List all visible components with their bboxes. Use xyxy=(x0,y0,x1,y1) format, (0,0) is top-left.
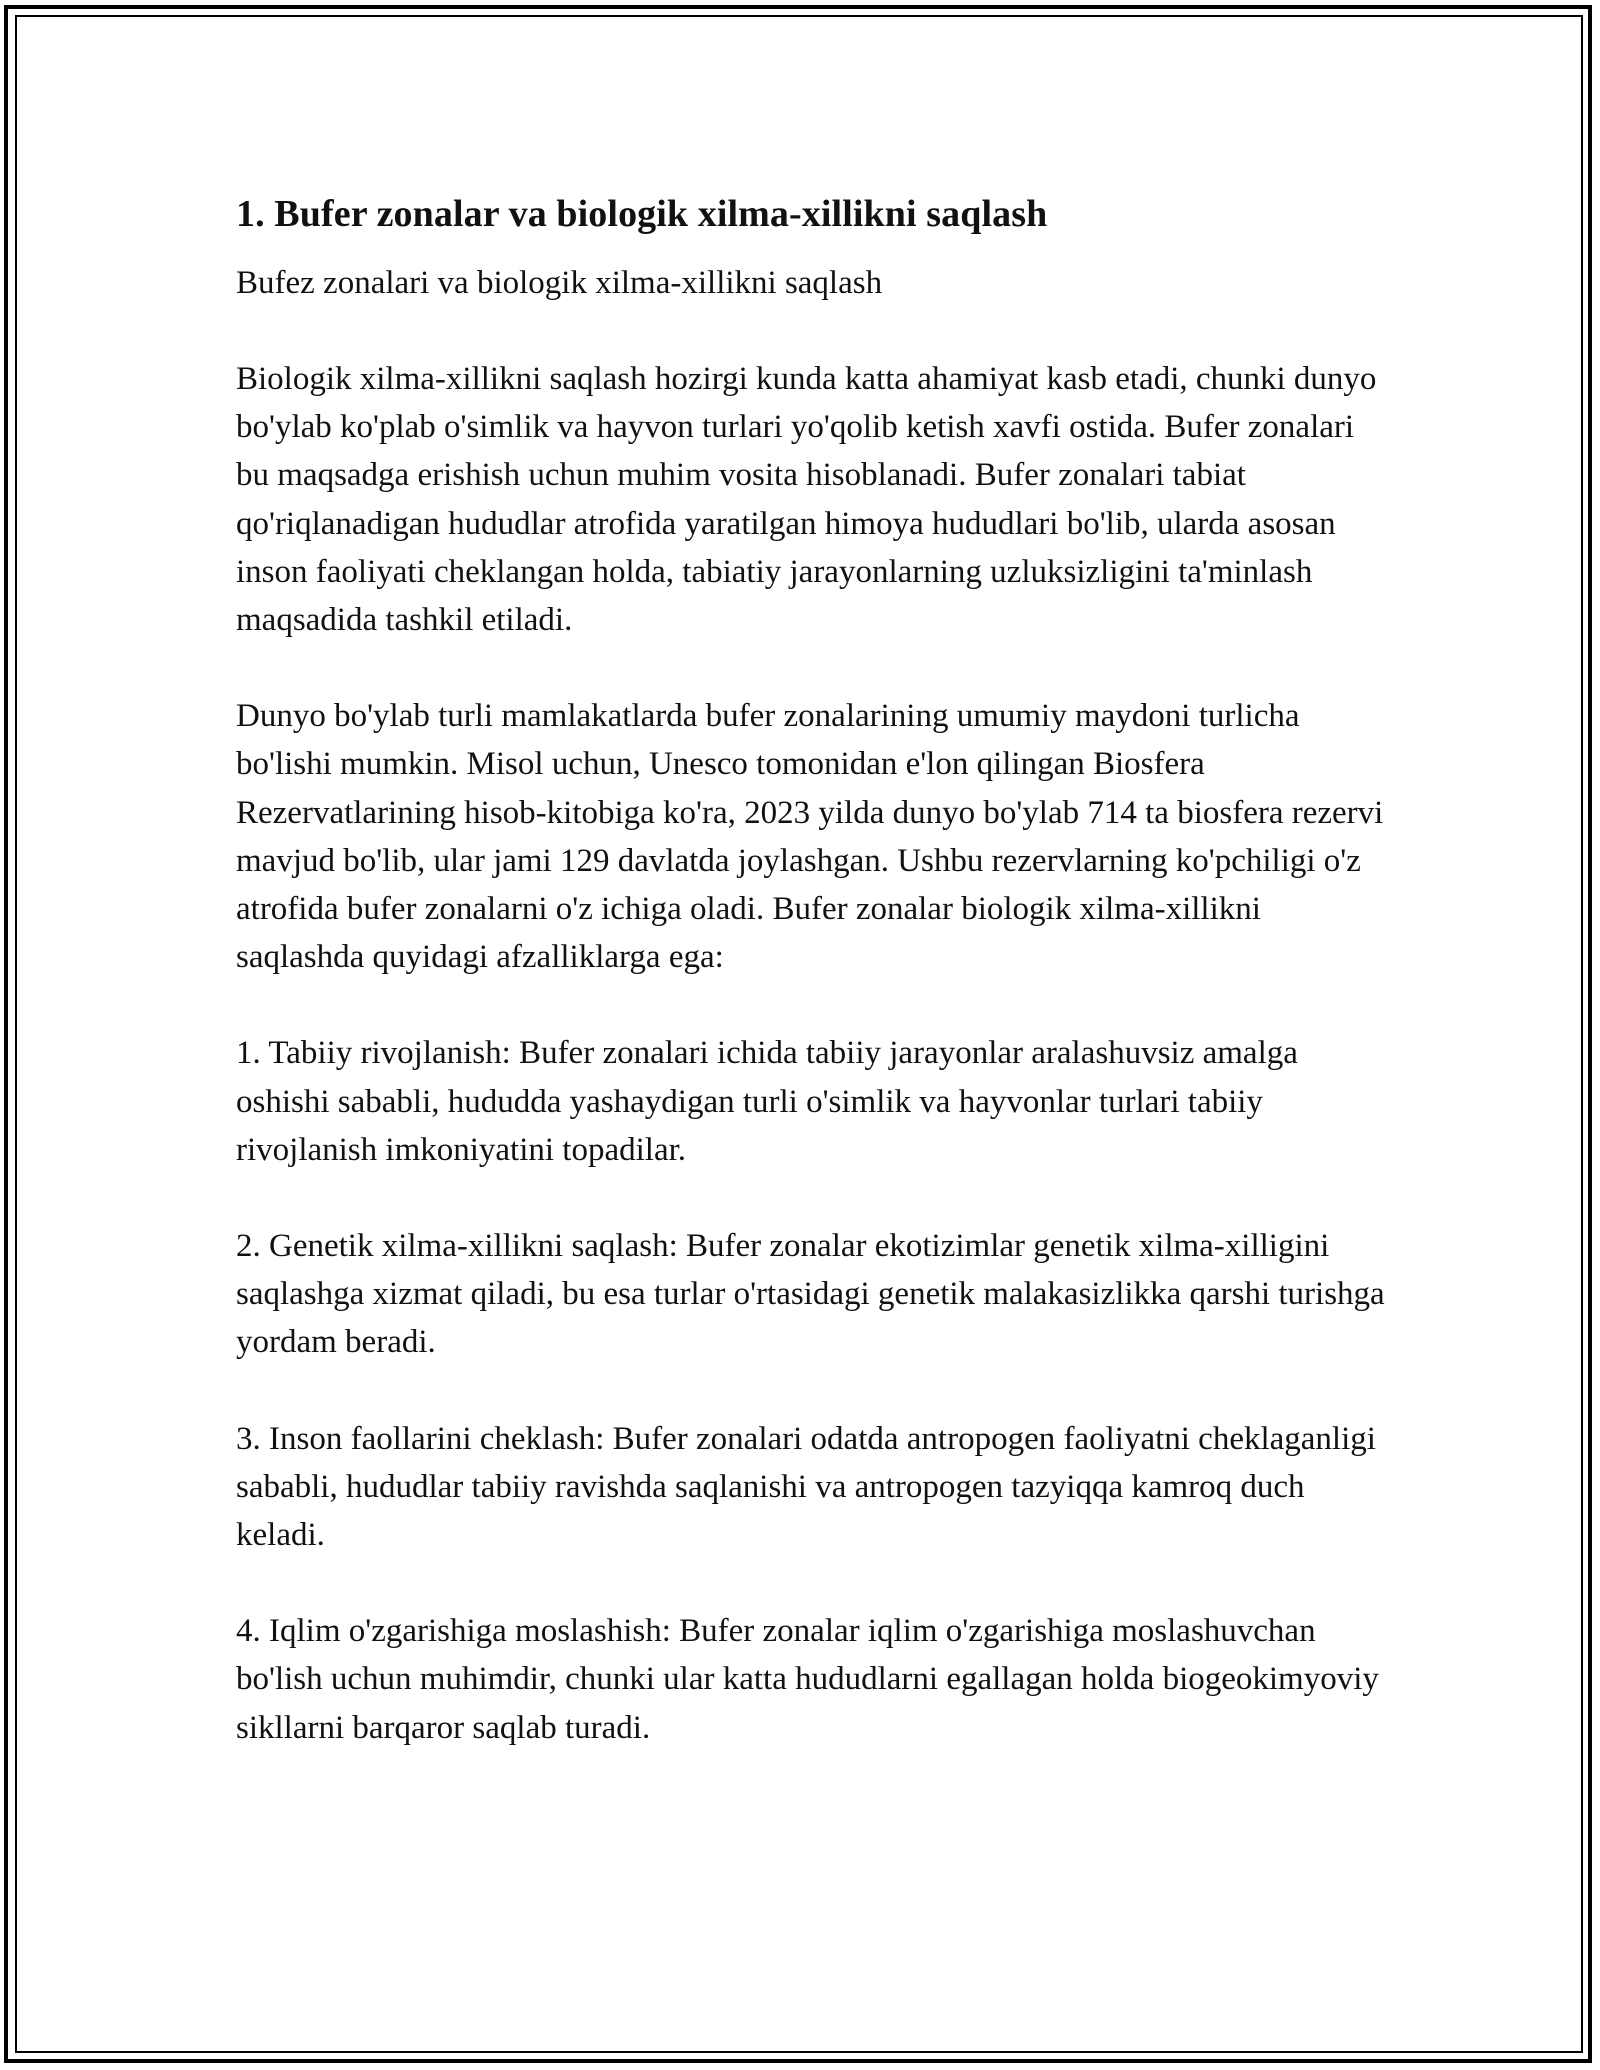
list-item-human-activity-limits: 3. Inson faollarini cheklash: Bufer zonalari odatda antropogen faoliyatni cheklaganligi sababli, hududlar tabiiy ravishda saqlanishi va antropogen tazyiqqa kamroq duch keladi. xyxy=(236,1420,1376,1554)
document-subtitle: Bufez zonalari va biologik xilma-xillikni saqlash xyxy=(236,265,883,301)
list-item-genetic-diversity: 2. Genetik xilma-xillikni saqlash: Bufer zonalar ekotizimlar genetik xilma-xilligini saqlashga xizmat qiladi, bu esa turlar o'rtasidagi genetik malakasizlikka qarshi turishga yordam beradi. xyxy=(236,1228,1385,1361)
paragraph-intro: Biologik xilma-xillikni saqlash hozirgi kunda katta ahamiyat kasb etadi, chunki dunyo bo'ylab ko'plab o'simlik va hayvon turlari yo'qolib ketish xavfi ostida. Bufer zonalari bu maqsadga erishish uchun muhim vosita hisoblanadi. Bufer zonalari tabiat qo'riqlanadigan hududlar atrofida yaratilgan himoya hududlari bo'lib, ularda asosan inson faoliyati cheklangan holda, tabiatiy jarayonlarning uzluksizligini ta'minlash maqsadida tashkil etiladi. xyxy=(236,361,1377,639)
list-item-climate-adaptation: 4. Iqlim o'zgarishiga moslashish: Bufer zonalar iqlim o'zgarishiga moslashuvchan bo'lish uchun muhimdir, chunki ular katta hududlarni egallagan holda biogeokimyoviy sikllarni barqaror saqlab turadi. xyxy=(236,1613,1379,1746)
document-body xyxy=(236,185,1386,1752)
document-title: 1. Bufer zonalar va biologik xilma-xillikni saqlash xyxy=(236,193,1048,235)
paragraph-statistics: Dunyo bo'ylab turli mamlakatlarda bufer zonalarining umumiy maydoni turlicha bo'lishi mumkin. Misol uchun, Unesco tomonidan e'lon qilingan Biosfera Rezervatlarining hisob-kitobiga ko'ra, 2023 yilda dunyo bo'ylab 714 ta biosfera rezervi mavjud bo'lib, ular jami 129 davlatda joylashgan. Ushbu rezervlarning ko'pchiligi o'z atrofida bufer zonalarni o'z ichiga oladi. Bufer zonalar biologik xilma-xillikni saqlashda quyidagi afzalliklarga ega: xyxy=(236,698,1384,976)
list-item-natural-development: 1. Tabiiy rivojlanish: Bufer zonalari ichida tabiiy jarayonlar aralashuvsiz amalga oshishi sababli, hududda yashaydigan turli o'simlik va hayvonlar turlari tabiiy rivojlanish imkoniyatini topadilar. xyxy=(236,1035,1298,1168)
